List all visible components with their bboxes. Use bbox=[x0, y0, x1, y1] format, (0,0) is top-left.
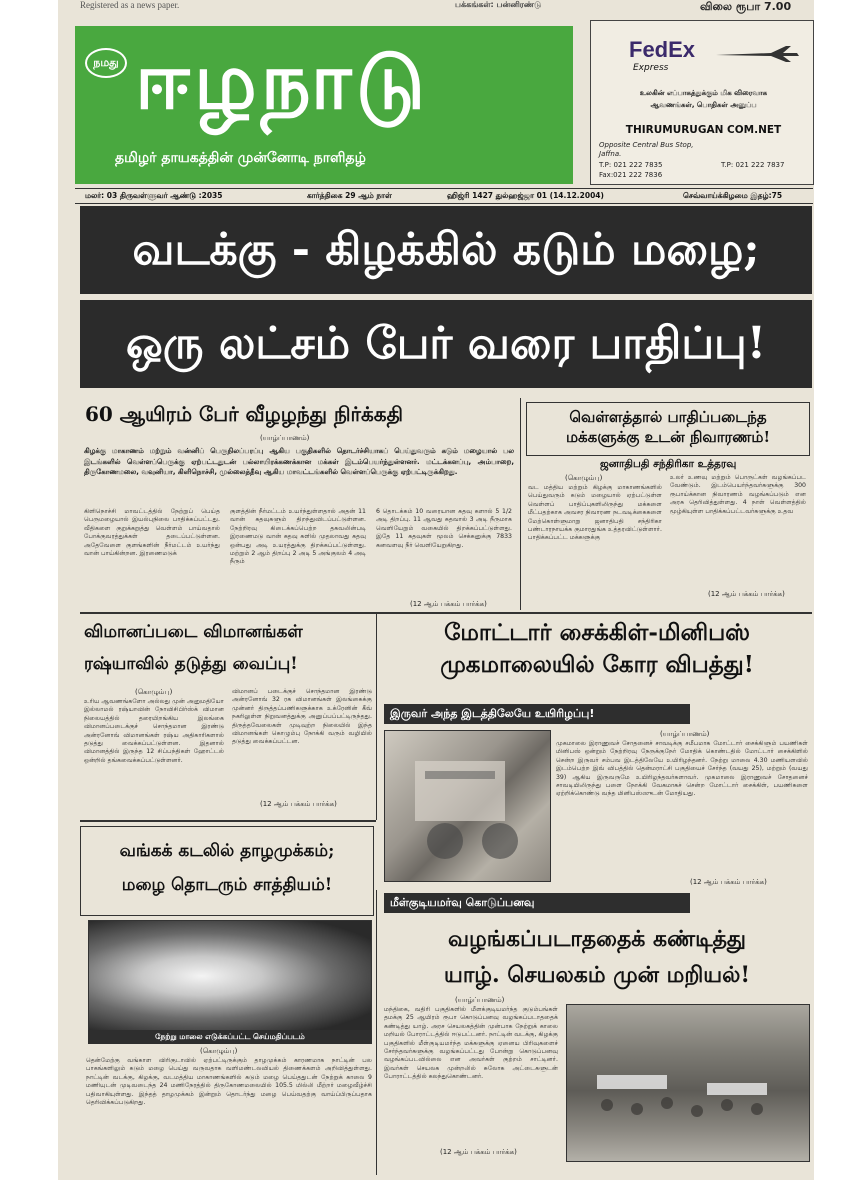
price: விலை ரூபா 7.00 bbox=[700, 0, 792, 13]
ad-line2: ஆவணங்கள், பொதிகள் அனுப்ப bbox=[650, 101, 757, 109]
satellite-image bbox=[88, 920, 372, 1032]
story4-dateline: (யாழ்ப்பாணம்) bbox=[660, 730, 710, 738]
story5-headline-box bbox=[80, 826, 374, 916]
story6-subhead: மீள்குடியமர்வு கொடுப்பனவு bbox=[384, 893, 690, 913]
hijri-date: ஹிஜ்ரி 1427 துல்ஹஜ்ஜா 01 (14.12.2004) bbox=[447, 191, 604, 200]
page-count: பக்கங்கள்: பன்னிரண்டு bbox=[455, 0, 542, 9]
ad-fax: Fax:021 222 7836 bbox=[599, 171, 663, 179]
story2-dateline: (கொழும்பு) bbox=[565, 474, 603, 482]
story5-headline-1: வங்கக் கடலில் தாழமுக்கம்; bbox=[119, 841, 335, 861]
ad-address: Opposite Central Bus Stop, Jaffna. bbox=[599, 141, 694, 158]
story4-subhead: இருவர் அந்த இடத்திலேயே உயிரிழப்பு! bbox=[384, 704, 690, 724]
accident-photo bbox=[384, 730, 551, 882]
story4-body: முகமாலை இராணுவச் சோதனைச் சாவடிக்கு சமீபமாக மோட்டார் சைக்கிளும் பயணிகள் மினிபஸ் ஒன்றும் நேற்றிரவு நேருக்குநேர் மோதிக் கொண்டதில் மோட்டார் சைக்கிளில் சென்ற இருவர் சம்பவ இடத்திலேயே உயிரிழந்தனர். நேற்று மாலை 4.30 மணியளவில் இடம்பெற்ற இவ் விபத்தில் தென்மராட்சி பகுதியைச் சேர்ந்த (வயது 25), மற்றும் (வயது 39) ஆகிய இருவருமே உயிரிழந்தவர்களாவர். முகமாலை இராணுவச் சோதனைச் சாவடியிலிருந்து பளை நோக்கி வேகமாகச் சென்ற மோட்டார் சைக்கிள், பயணிகளை ஏற்றிக்கொண்டு வந்த மினிபஸ்ஸுடன் மோதியது. bbox=[556, 740, 808, 798]
story5-headline-2: மழை தொடரும் சாத்தியம்! bbox=[121, 875, 333, 895]
story2-continued: (12 ஆம் பக்கம் பார்க்க) bbox=[708, 590, 785, 598]
banner-line-2: ஒரு லட்சம் பேர் வரை பாதிப்பு! bbox=[80, 300, 812, 388]
banner-line-1: வடக்கு - கிழக்கில் கடும் மழை; bbox=[80, 206, 812, 294]
story4-headline-2: முகமாலையில் கோர விபத்து! bbox=[440, 651, 754, 678]
story6-headline-2: யாழ். செயலகம் முன் மறியல்! bbox=[443, 962, 751, 988]
story1-headline: 60 ஆயிரம் பேர் வீழழந்து நிர்க்கதி bbox=[85, 402, 403, 426]
story5-dateline: (கொழும்பு) bbox=[200, 1047, 238, 1055]
ad-brand-text: FedEx bbox=[629, 37, 696, 62]
story1-col2: குளத்தின் நீர்மட்டம் உயர்ந்துள்ளதால் அதன் 11 வான் கதவுகளும் திறந்துவிடப்பட்டுள்ளன. நேற்றிரவு கிடைக்கப்பெற்ற தகவலின்படி இரணைமடு வான் கதவு களில் முதலாவது கதவு ஒன்பது அடி உயரத்துக்கு திறக்கப்பட்டுள்ளது. மற்றும் 2 ஆம் திறப்பு 2 அடி 5 அங்குலம் 4 அடி நீரும் bbox=[230, 508, 366, 566]
story1-col3: 6 தொடக்கம் 10 வரையான கதவு களால் 5 1/2 அடி திறப்பு. 11 ஆவது கதவால் 3 அடி நீருமாக வெளியேறும் வகையில் திறக்கப்பட்டுள்ளது. இதே 11 கதவுகள் மூலம் செக்கனுக்கு 7833 கனவளவு நீர் வெளியேறுகிறது. bbox=[376, 508, 512, 549]
story4-continued: (12 ஆம் பக்கம் பார்க்க) bbox=[690, 878, 767, 886]
column-divider-3 bbox=[376, 890, 377, 1175]
dateline-bar bbox=[75, 188, 813, 204]
story2-headline-1: வெள்ளத்தால் பாதிப்படைந்த bbox=[569, 408, 767, 426]
masthead-prefix: நமது bbox=[85, 48, 127, 78]
story3-dateline: (கொழும்பு) bbox=[135, 688, 173, 696]
story4-headline-1: மோட்டார் சைக்கிள்-மினிபஸ் bbox=[444, 619, 750, 646]
column-divider bbox=[520, 398, 521, 610]
story1-lead: கிழக்கு மாகாணம் மற்றும் வன்னிப் பெருநிலப்பரப்பு ஆகிய பகுதிகளில் தொடர்ச்சியாகப் பெய்துவரும் கடும் மழையால் பல இடங்களில் வெள்ளப்பெருக்கு ஏற்பட்டதுடன் பல்லாயிரக்கணக்கான மக்கள் இடம்பெயர்ந்துள்ளனர். மட்டக்களப்பு, அம்பாறை, திருகோணமலை, வவுனியா, கிளிநொச்சி, முல்லைத்தீவு ஆகிய மாவட்டங்களில் வெள்ளப்பெருக்கு ஏற்பட்டிருக்கிறது. bbox=[84, 447, 514, 476]
story6-dateline: (யாழ்ப்பாணம்) bbox=[455, 996, 505, 1004]
story3-headline-1: விமானப்படை விமானங்கள் bbox=[84, 622, 303, 642]
ad-shop-name: THIRUMURUGAN COM.NET bbox=[625, 124, 782, 136]
ad-brand bbox=[629, 37, 695, 63]
story6-body: மந்திகை, வதிரி பகுதிகளில் மீளக்குடியமர்ந்த குடும்பங்கள் தமக்கு 25 ஆயிரம் ரூபா கொடுப்பனவு வழங்கப்படாததைக் கண்டித்து யாழ். அரச செயலகத்தின் முன்பாக நேற்றுக் காலை மறியல் போராட்டத்தில் ஈடுபட்டனர். நாட்டின் வடக்கு, கிழக்கு பகுதிகளில் மீள்குடியமர்ந்த மக்களுக்கு ஏனைய பிரிவுகளைச் சேர்ந்தவர்களுக்கு வழங்கப்பட்டது போன்று கொடுப்பனவு வழங்கப்படவில்லை என அவர்கள் குற்றம் சாட்டினர். இவர்கள் செயலக முன்றலில் சுலோக அட்டைகளுடன் போராட்டத்தில் கலந்துகொண்டனர். bbox=[384, 1006, 558, 1081]
story5-body: தென்மேற்கு வங்காள விரிகுடாவில் ஏற்பட்டிருக்கும் தாழமுக்கம் காரணமாக நாட்டின் பல பாகங்களிலும் கடும் மழை பெய்து வருவதாக வளிமண்டலவியல் திணைக்களம் அறிவித்துள்ளது. நாட்டின் வடக்கு, கிழக்கு, வடமத்திய மாகாணங்களில் கடும் மழை பெய்ததுடன் நேற்றுக் காலை 9 மணியுடன் முடிவடைந்த 24 மணிநேரத்தில் திருகோணமலையில் 105.5 மில்லி மீற்றர் மழைவீழ்ச்சி பதிவாகியுள்ளது. இந்தத் தாழமுக்கம் இன்றும் தொடர்ந்து மழை பெய்வதற்கு வாய்ப்பிருப்பதாக தெரிவிக்கப்படுகிறது. bbox=[86, 1057, 372, 1107]
registration-note: Registered as a news paper. bbox=[80, 0, 180, 10]
column-divider-2 bbox=[376, 612, 377, 820]
protest-photo bbox=[566, 1004, 810, 1162]
masthead-title: ஈழநாடு bbox=[135, 36, 430, 127]
section-divider-2 bbox=[80, 820, 376, 822]
story2-headline-2: மக்களுக்கு உடன் நிவாரணம்! bbox=[565, 428, 771, 446]
masthead-slogan: தமிழர் தாயகத்தின் முன்னோடி நாளிதழ் bbox=[115, 150, 366, 166]
story3-continued: (12 ஆம் பக்கம் பார்க்க) bbox=[260, 800, 337, 808]
section-divider bbox=[80, 612, 812, 614]
ad-brand-sub: Express bbox=[633, 63, 669, 73]
ad-phone-1: T.P: 021 222 7835 bbox=[599, 161, 663, 169]
masthead bbox=[75, 26, 573, 184]
story2-col1: வட மத்திய மற்றும் கிழக்கு மாகாணங்களில் பெய்துவரும் கடும் மழையால் ஏற்பட்டுள்ள வெள்ளப் பாதிப்புகளிலிருந்து மக்களை மீட்பதற்காக அவசர நிவாரண நடவடிக்கைகளை மேற்கொள்ளுமாறு ஜனாதிபதி சந்திரிகா பண்டாரநாயக்க குமாரதுங்க உத்தரவிட்டுள்ளார். பாதிக்கப்பட்ட மக்களுக்கு bbox=[528, 484, 662, 542]
issue-number: செவ்வாய்க்கிழமை இதழ்:75 bbox=[683, 191, 783, 200]
story2-byline: ஜனாதிபதி சந்திரிகா உத்தரவு bbox=[600, 458, 737, 470]
story3-headline-2: ரஷ்யாவில் தடுத்து வைப்பு! bbox=[84, 654, 298, 674]
story1-continued: (12 ஆம் பக்கம் பார்க்க) bbox=[410, 600, 487, 608]
story2-headline-box bbox=[526, 402, 810, 456]
story3-col1: உரிய ஆவணங்களோ அல்லது முன் அனுமதியோ இல்லாமல் ரஷ்யாவின் நோவிசிபிர்ஸ்க் விமான நிலையத்தில் தரையிறங்கிய இலங்கை விமானப்படைக்குச் சொந்தமான இரண்டு அன்ரனோவ் விமானங்கள் ரஷ்ய அதிகாரிகளால் தடுத்து வைக்கப்பட்டுள்ளன. இதனால் விமானத்தில் இருந்த 12 சிப்பந்திகள் ஹோட்டல் ஒன்றில் தங்கவைக்கப்பட்டுள்ளனர். bbox=[84, 698, 224, 764]
story3-col2: விமானப் படைக்குச் சொந்தமான இரண்டு அன்ரனோவ் 32 ரக விமானங்கள் இலங்கைக்கு முன்னர் திருத்தப்பணிகளுக்காக உக்ரேனின் கீவ் நகரிலுள்ள நிறுவனத்துக்கு அனுப்பப்பட்டிருந்தது. திருத்தவேலைகள் முடிவுற்ற நிலையில் இந்த விமானங்கள் கொழும்பு நோக்கி வரும் வழியில் தடுத்து வைக்கப்பட்டன. bbox=[232, 688, 372, 746]
satellite-caption: நேற்று மாலை எடுக்கப்பட்ட செய்மதிப்படம் bbox=[88, 1030, 372, 1044]
plane-icon bbox=[711, 43, 801, 63]
story2-col2: உலர் உணவு மற்றும் பொருட்கள் வழங்கப்பட வேண்டும். இடம்பெயர்ந்தவர்களுக்கு 300 ரூபாய்க்கான நிவாரணம் வழங்கப்படும் என அரசு தெரிவித்துள்ளது. 4 நாள் வெள்ளத்தில் மூழ்கியுள்ள பாதிக்கப்பட்டவர்களுக்கு உதவ bbox=[670, 474, 806, 515]
ad-line1: உலகின் எப்பாகத்துக்கும் மிக விரைவாக bbox=[639, 89, 768, 97]
story1-dateline: (யாழ்ப்பாணம்) bbox=[260, 434, 310, 442]
tamil-date: கார்த்திகை 29 ஆம் நாள் bbox=[307, 191, 392, 200]
ad-phone-2: T.P: 021 222 7837 bbox=[721, 161, 785, 169]
story6-continued: (12 ஆம் பக்கம் பார்க்க) bbox=[440, 1148, 517, 1156]
story1-col1: கிளிநொச்சி மாவட்டத்தில் நேற்றுப் பெய்த பெருமழையால் இயல்புநிலை பாதிக்கப்பட்டது. வீதிகளை குறுக்கறுத்து வெள்ளம் பாய்வதால் போக்குவரத்துக்கள் தடைப்பட்டுள்ளன. அதேவேளை குளங்களின் நீர்மட்டம் உயர்ந்து வான் பாய்கின்றன. இரணைமடுக் bbox=[84, 508, 220, 558]
fedex-ad bbox=[590, 20, 814, 185]
volume-info: மலர்: 03 திருவள்ளுவர் ஆண்டு :2035 bbox=[85, 191, 223, 200]
story6-headline-1: வழங்கப்படாததைக் கண்டித்து bbox=[447, 926, 747, 952]
